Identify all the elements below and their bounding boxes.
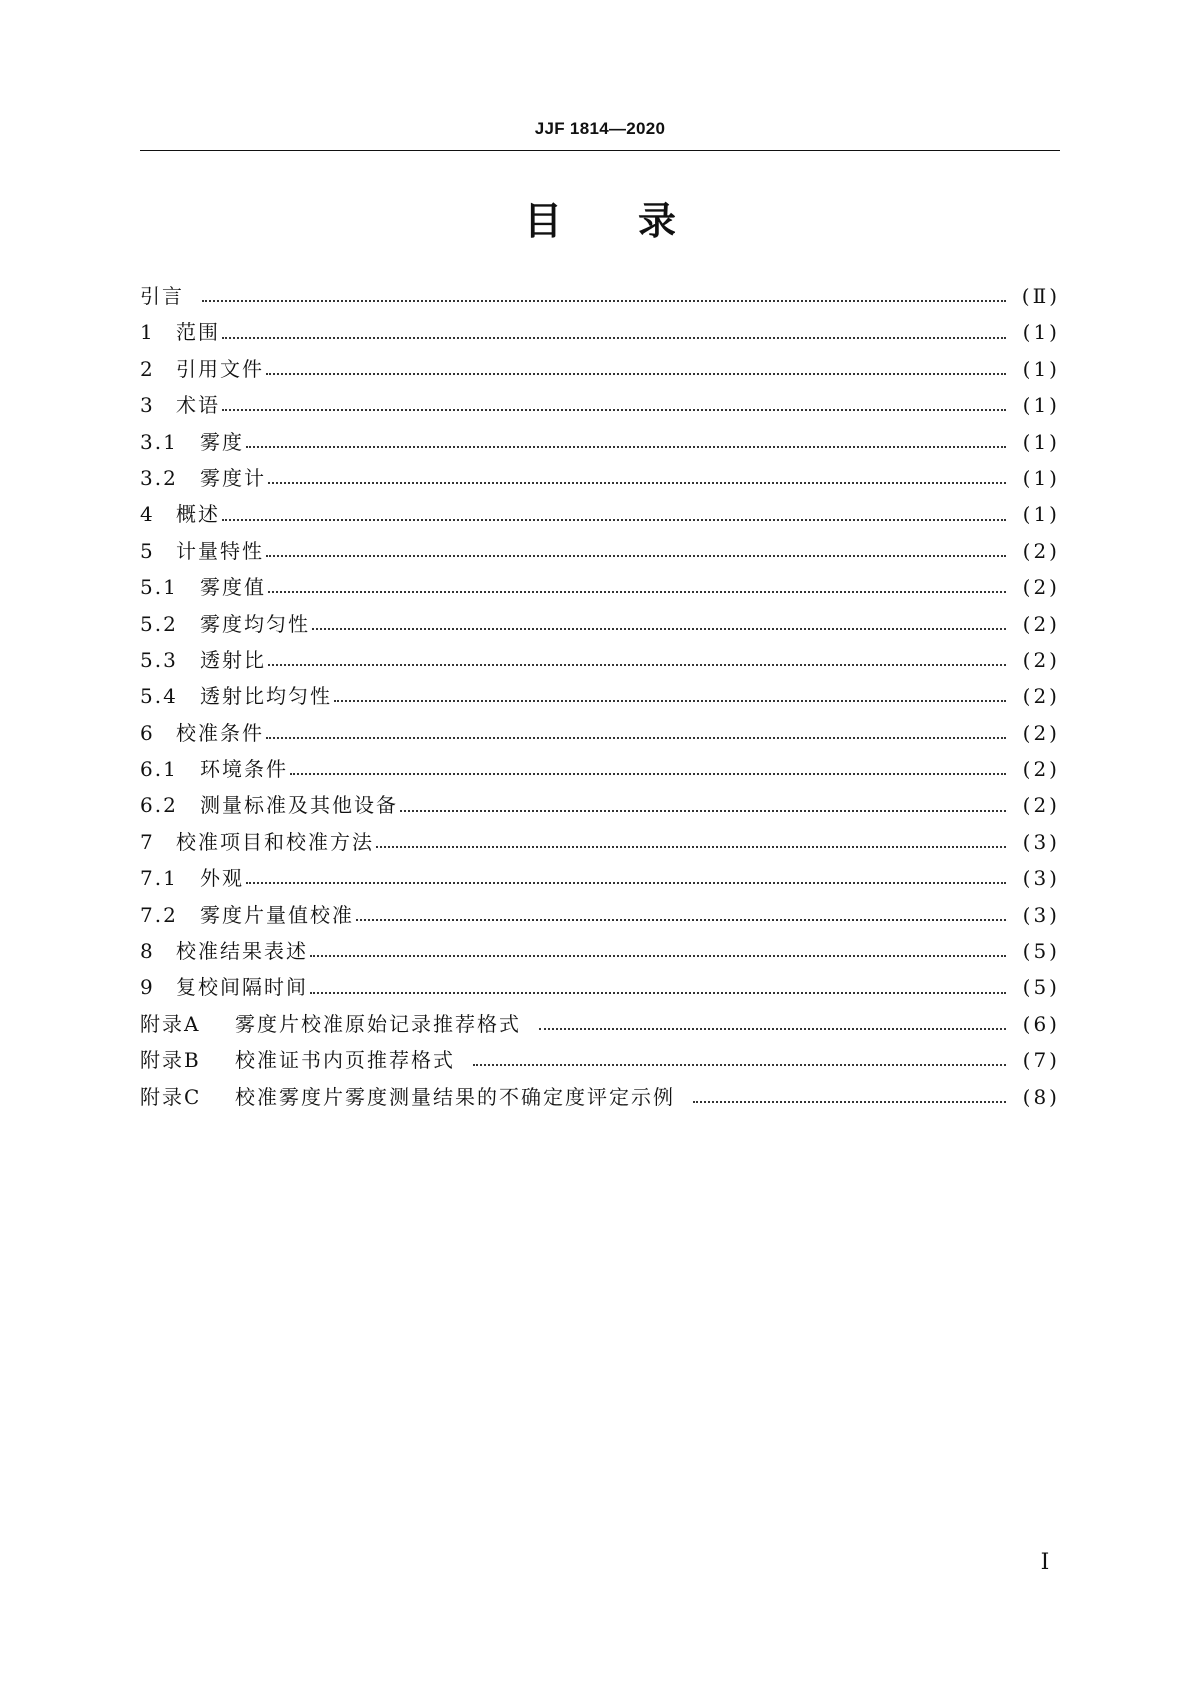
toc-entry[interactable] [140,569,1060,605]
toc-dot-leader [310,992,1006,994]
toc-dot-leader [266,737,1006,739]
toc-entry-number: 1 [140,320,155,345]
toc-entry-page: (8) [1022,1084,1060,1109]
toc-dot-leader [268,664,1006,666]
toc-entry-number: 附录B [140,1048,201,1073]
toc-dot-leader [268,482,1006,484]
toc-entry-page: (1) [1022,356,1060,381]
toc-entry-number: 7.1 [140,866,178,891]
header-rule [140,150,1060,151]
toc-dot-leader [310,955,1006,957]
toc-entry-number: 5.1 [140,575,178,600]
toc-entry-page: (1) [1022,429,1060,454]
toc-entry-page: (2) [1022,684,1060,709]
toc-entry[interactable] [140,278,1060,314]
toc-entry[interactable] [140,1079,1060,1115]
toc-entry[interactable] [140,751,1060,787]
toc-entry[interactable] [140,969,1060,1005]
toc-entry-page: (1) [1022,502,1060,527]
toc-entry[interactable] [140,642,1060,678]
toc-entry-number: 5.3 [140,647,178,672]
toc-entry-title: 术语 [176,393,220,418]
toc-entry-page: (1) [1022,393,1060,418]
toc-entry-number: 3.1 [140,429,178,454]
toc-entry-page: (3) [1022,829,1060,854]
toc-entry-title: 校准结果表述 [176,939,308,964]
toc-entry-number: 3 [140,393,155,418]
toc-entry-page: (2) [1022,647,1060,672]
toc-dot-leader [222,337,1006,339]
toc-entry-title: 计量特性 [176,538,264,563]
toc-entry-title: 雾度片量值校准 [200,902,354,927]
toc-entry-number: 3.2 [140,465,178,490]
toc-entry-page: (2) [1022,611,1060,636]
toc-entry-title: 校准条件 [176,720,264,745]
toc-dot-leader [222,409,1006,411]
toc-dot-leader [246,882,1006,884]
toc-entry-title: 校准雾度片雾度测量结果的不确定度评定示例 [235,1084,675,1109]
toc-entry-number: 7.2 [140,902,178,927]
toc-entry-number: 附录A [140,1011,201,1036]
toc-entry[interactable] [140,678,1060,714]
toc-entry-page: (3) [1022,866,1060,891]
toc-dot-leader [266,373,1006,375]
toc-dot-leader [356,919,1006,921]
toc-entry[interactable] [140,787,1060,823]
toc-dot-leader [376,846,1006,848]
toc-entry-page: (3) [1022,902,1060,927]
toc-entry-title: 复校间隔时间 [176,975,308,1000]
toc-dot-leader [246,446,1006,448]
toc-entry[interactable] [140,351,1060,387]
toc-entry-page: (Ⅱ) [1021,284,1060,308]
toc-dot-leader [290,773,1006,775]
toc-dot-leader [334,700,1006,702]
toc-entry-page: (7) [1022,1048,1060,1073]
toc-entry-page: (5) [1022,939,1060,964]
document-code-header: JJF 1814—2020 [534,119,666,138]
toc-entry[interactable] [140,1006,1060,1042]
toc-entry-title: 雾度值 [200,575,266,600]
toc-dot-leader [473,1064,1006,1066]
toc-entry-page: (1) [1022,465,1060,490]
toc-entry-page: (2) [1022,538,1060,563]
toc-entry-number: 6 [140,720,155,745]
toc-entry-title: 透射比均匀性 [200,684,332,709]
toc-entry-title: 雾度 [200,429,244,454]
toc-entry-title: 校准项目和校准方法 [176,829,374,854]
toc-entry-number: 5 [140,538,155,563]
toc-dot-leader [539,1028,1006,1030]
toc-entry-title: 测量标准及其他设备 [200,793,398,818]
toc-entry[interactable] [140,387,1060,423]
toc-entry-title: 引用文件 [176,356,264,381]
page-number: Ⅰ [1040,1550,1050,1575]
toc-entry-number: 6.1 [140,757,178,782]
toc-dot-leader [693,1101,1006,1103]
toc-entry-title: 雾度计 [200,465,266,490]
toc-entry-number: 7 [140,829,155,854]
toc-entry[interactable] [140,606,1060,642]
toc-entry-title: 引言 [140,284,184,308]
toc-entry[interactable] [140,533,1060,569]
toc-entry-page: (5) [1022,975,1060,1000]
toc-entry-page: (1) [1022,320,1060,345]
toc-entry-number: 9 [140,975,155,1000]
toc-entry[interactable] [140,824,1060,860]
toc-entry-number: 5.2 [140,611,178,636]
toc-entry-title: 雾度片校准原始记录推荐格式 [235,1011,521,1036]
toc-entry[interactable] [140,1042,1060,1078]
toc-dot-leader [400,810,1006,812]
toc-entry-page: (2) [1022,793,1060,818]
toc-entry-title: 雾度均匀性 [200,611,310,636]
page-title: 目录 [523,199,752,243]
toc-entry-page: (2) [1022,575,1060,600]
toc-entry-title: 外观 [200,866,244,891]
toc-entry[interactable] [140,933,1060,969]
toc-entry[interactable] [140,897,1060,933]
toc-entry-number: 附录C [140,1084,202,1109]
table-of-contents [140,278,1060,1115]
toc-entry-page: (2) [1022,757,1060,782]
toc-entry-number: 6.2 [140,793,178,818]
toc-dot-leader [268,591,1006,593]
toc-entry[interactable] [140,860,1060,896]
toc-dot-leader [202,300,1006,302]
toc-entry-number: 4 [140,502,155,527]
toc-dot-leader [222,519,1006,521]
toc-entry[interactable] [140,496,1060,532]
toc-entry[interactable] [140,460,1060,496]
toc-entry-title: 范围 [176,320,220,345]
toc-entry-title: 环境条件 [200,757,288,782]
toc-entry[interactable] [140,715,1060,751]
toc-entry[interactable] [140,314,1060,350]
toc-entry-number: 8 [140,939,155,964]
toc-entry-page: (2) [1022,720,1060,745]
toc-entry[interactable] [140,424,1060,460]
toc-entry-number: 5.4 [140,684,178,709]
toc-entry-title: 透射比 [200,647,266,672]
toc-dot-leader [312,628,1006,630]
toc-entry-number: 2 [140,356,155,381]
toc-entry-title: 校准证书内页推荐格式 [235,1048,455,1073]
toc-entry-title: 概述 [176,502,220,527]
toc-entry-page: (6) [1022,1011,1060,1036]
toc-dot-leader [266,555,1006,557]
